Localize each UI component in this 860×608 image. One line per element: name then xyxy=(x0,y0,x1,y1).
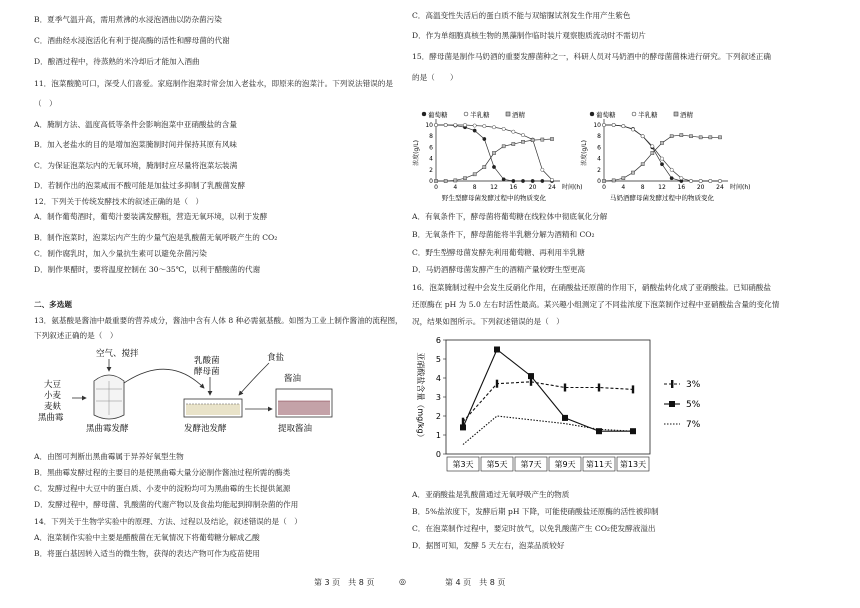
koumiss-point-0-6 xyxy=(660,163,663,166)
koumiss-point-0-7 xyxy=(670,177,673,180)
wild-xtick-8: 8 xyxy=(472,184,477,191)
footer-right-page: 第 4 页 共 8 页 xyxy=(445,578,506,587)
wild-point-0-5 xyxy=(483,137,486,140)
nitrite-ytick-1: 1 xyxy=(435,431,441,440)
koumiss-point-2-8 xyxy=(680,133,683,136)
q14-option-d: D．作为单细胞真核生物的黑藻制作临时装片观察胞质流动时不需切片 xyxy=(412,31,646,40)
wild-point-2-12 xyxy=(550,137,553,140)
wild-point-1-1 xyxy=(444,123,447,126)
koumiss-point-1-12 xyxy=(718,179,721,182)
wild-point-0-8 xyxy=(512,179,515,182)
koumiss-point-2-0 xyxy=(602,179,605,182)
koumiss-point-1-6 xyxy=(660,157,663,160)
chart-koumiss-yeast xyxy=(580,109,751,204)
koumiss-point-1-5 xyxy=(651,145,654,148)
nitrite-ytick-2: 2 xyxy=(435,412,441,421)
q15-stem: 15．酵母菌是制作马奶酒的重要发酵菌种之一，科研人员对马奶酒中的酵母菌菌株进行研究。下列叙述正确 xyxy=(412,52,771,61)
koumiss-point-1-2 xyxy=(622,124,625,127)
koumiss-xtick-8: 8 xyxy=(640,184,645,191)
wild-xtick-12: 12 xyxy=(490,184,498,191)
q11-option-b: B．加入老盐水的目的是增加泡菜腌制时间并保持其原有风味 xyxy=(34,140,238,149)
wild-legend-label-1: 半乳糖 xyxy=(470,111,490,119)
footer-left-page: 第 3 页 共 8 页 xyxy=(314,578,375,587)
wild-ytick-10: 10 xyxy=(425,122,433,129)
q10-option-b: B．夏季气温升高，需用煮沸的水浸泡酒曲以防杂菌污染 xyxy=(34,15,222,24)
wild-ytick-8: 8 xyxy=(429,133,433,141)
nitrite-point-1-1 xyxy=(494,347,500,353)
wild-point-2-3 xyxy=(463,177,466,180)
koumiss-xtick-16: 16 xyxy=(677,184,686,191)
wild-legend-label-2: 酒精 xyxy=(512,111,525,119)
koumiss-point-2-3 xyxy=(631,171,634,174)
q13-option-a: A．由图可判断出黑曲霉属于异养好氧型生物 xyxy=(34,452,184,461)
q13-stem: 13．氨基酸是酱油中最重要的营养成分，酱油中含有人体 8 种必需氨基酸。如图为工业上制作酱油的流程图， xyxy=(34,316,403,325)
koumiss-point-2-11 xyxy=(709,136,712,139)
q12-option-d: D．制作果醋时，要将温度控制在 30～35℃，以利于醋酸菌的代谢 xyxy=(34,265,261,274)
wild-point-1-6 xyxy=(492,126,495,129)
koumiss-ytick-6: 6 xyxy=(597,144,601,152)
koumiss-series-line-1 xyxy=(604,125,720,181)
wild-point-1-2 xyxy=(454,123,457,126)
q14-option-c: C．高温变性失活后的蛋白质不能与双缩脲试剂发生作用产生紫色 xyxy=(412,11,631,20)
wild-xtick-24: 24 xyxy=(548,184,556,191)
wild-legend-marker-2 xyxy=(506,112,510,116)
wild-ylabel: 浓度(g/L) xyxy=(413,140,420,166)
raw-aspergillus: 黑曲霉 xyxy=(38,413,64,423)
wild-point-2-11 xyxy=(541,138,544,141)
q13-stem-cont: 下列叙述正确的是（ ） xyxy=(34,331,118,340)
q15-stem-cont: 的是（ ） xyxy=(412,73,458,82)
nitrite-category-0: 第3天 xyxy=(452,460,474,469)
q12-stem: 12．下列关于传统发酵技术的叙述正确的是（ ） xyxy=(34,197,204,206)
q14-option-b: B．将蛋白基因转入适当的微生物，获得的表达产物可作为疫苗使用 xyxy=(34,549,260,558)
nitrite-legend-label-0: 3% xyxy=(686,380,701,390)
koumiss-point-2-5 xyxy=(651,151,654,154)
nitrite-point-1-0 xyxy=(460,424,466,430)
koumiss-point-2-6 xyxy=(660,141,663,144)
nitrite-point-1-5 xyxy=(630,428,636,434)
raw-soybean: 大豆 xyxy=(44,380,62,390)
wild-legend-label-0: 葡萄糖 xyxy=(428,111,448,119)
wild-point-1-12 xyxy=(550,178,553,181)
q13-option-b: B．黑曲霉发酵过程的主要目的是使黑曲霉大量分泌制作酱油过程所需的酶类 xyxy=(34,468,291,477)
raw-bran: 麦麸 xyxy=(44,402,62,412)
salt-label: 食盐 xyxy=(267,353,285,363)
nitrite-series-line-2 xyxy=(463,416,633,445)
q12-option-c: C．制作腐乳时，加入少量抗生素可以避免杂菌污染 xyxy=(34,249,207,258)
koumiss-point-2-4 xyxy=(641,163,644,166)
wild-point-1-3 xyxy=(463,123,466,126)
footer-center-mark: ◎ xyxy=(399,577,406,586)
koumiss-ytick-10: 10 xyxy=(593,122,601,129)
koumiss-point-2-1 xyxy=(612,179,615,182)
koumiss-point-1-4 xyxy=(641,135,644,138)
wild-point-2-0 xyxy=(434,179,437,182)
koumiss-point-2-9 xyxy=(689,135,692,138)
nitrite-point-0-1 xyxy=(496,380,498,388)
wild-ytick-6: 6 xyxy=(429,144,433,152)
nitrite-legend-label-2: 7% xyxy=(686,420,701,430)
wild-point-2-1 xyxy=(444,179,447,182)
chart-wild-type-yeast xyxy=(412,109,583,204)
koumiss-ylabel: 浓度(g/L) xyxy=(581,140,588,166)
raw-wheat: 小麦 xyxy=(44,391,62,401)
q14-option-a: A．泡菜制作实验中主要是醋酸菌在无氧情况下将葡萄糖分解成乙酸 xyxy=(34,533,260,542)
q15-option-b: B．无氧条件下，酵母菌能将半乳糖分解为酒精和 CO₂ xyxy=(412,230,595,239)
koumiss-ytick-2: 2 xyxy=(597,166,601,174)
wild-point-0-11 xyxy=(541,179,544,182)
tank2-label: 发酵池发酵 xyxy=(184,424,227,434)
nitrite-point-1-2 xyxy=(528,373,534,379)
wild-ytick-2: 2 xyxy=(429,166,433,174)
q16-stem: 16．泡菜腌制过程中会发生反硝化作用，在硝酸盐还原菌的作用下，硝酸盐转化成了亚硝酸盐。已知硝酸盐 xyxy=(412,283,771,292)
koumiss-point-2-7 xyxy=(670,135,673,138)
q13-option-c: C．发酵过程中大豆中的蛋白质、小麦中的淀粉均可为黑曲霉的生长提供氮源 xyxy=(34,484,291,493)
koumiss-xtick-0: 0 xyxy=(602,184,606,191)
wild-point-2-6 xyxy=(492,151,495,154)
koumiss-legend-marker-2 xyxy=(674,112,678,116)
wild-point-0-9 xyxy=(521,179,524,182)
koumiss-legend-marker-1 xyxy=(632,112,636,116)
q16-stem-cont2: 况，结果如图所示。下列叙述错误的是（ ） xyxy=(412,317,564,326)
nitrite-category-3: 第9天 xyxy=(554,460,576,469)
wild-point-2-8 xyxy=(512,142,515,145)
koumiss-point-1-3 xyxy=(631,128,634,131)
q16-option-c: C．在泡菜制作过程中，要定时放气，以免乳酸菌产生 CO₂使发酵液溢出 xyxy=(412,524,656,533)
nitrite-category-4: 第11天 xyxy=(585,460,613,469)
q12-option-b: B．制作泡菜时，泡菜坛内产生的少量气泡是乳酸菌无氧呼吸产生的 CO₂ xyxy=(34,233,278,242)
wild-xlabel: 时间(h) xyxy=(562,184,583,191)
wild-point-0-6 xyxy=(492,165,495,168)
wild-point-0-10 xyxy=(531,179,534,182)
yeast-label: 酵母菌 xyxy=(194,367,220,377)
koumiss-point-2-12 xyxy=(718,136,721,139)
nitrite-ytick-4: 4 xyxy=(435,374,441,383)
wild-point-1-9 xyxy=(521,133,524,136)
wild-point-1-0 xyxy=(434,123,437,126)
nitrite-ytick-3: 3 xyxy=(435,393,441,402)
q14-stem: 14．下列关于生物学实验中的原理、方法、过程以及结论，叙述错误的是（ ） xyxy=(34,517,302,526)
wild-point-2-10 xyxy=(531,139,534,142)
q11-stem-cont: （ ） xyxy=(34,99,57,108)
q16-option-d: D．据图可知，发酵 5 天左右，泡菜品质较好 xyxy=(412,541,565,550)
koumiss-legend-label-2: 酒精 xyxy=(680,111,693,119)
q16-option-b: B．5%盐浓度下，发酵后期 pH 下降，可能使硝酸盐还原酶的活性被抑制 xyxy=(412,507,659,516)
wild-point-2-9 xyxy=(521,140,524,143)
q11-option-c: C．为保证泡菜坛内的无氧环境，腌制时应尽量将泡菜坛装满 xyxy=(34,161,238,170)
koumiss-ytick-4: 4 xyxy=(597,155,601,163)
nitrite-ytick-0: 0 xyxy=(435,450,441,459)
koumiss-ytick-0: 0 xyxy=(597,178,601,185)
chart-nitrite-content xyxy=(412,334,732,479)
wild-xtick-0: 0 xyxy=(434,184,438,191)
wild-xtick-20: 20 xyxy=(528,184,537,191)
nitrite-point-0-3 xyxy=(564,384,566,392)
nitrite-series-line-0 xyxy=(463,382,633,422)
koumiss-point-1-9 xyxy=(689,179,692,182)
q12-option-a: A．制作葡萄酒时，葡萄汁要装满发酵瓶，营造无氧环境，以利于发酵 xyxy=(34,212,268,221)
wild-point-2-4 xyxy=(473,173,476,176)
koumiss-point-1-11 xyxy=(709,179,712,182)
q16-stem-cont: 还原酶在 pH 为 5.0 左右时活性最高。某兴趣小组测定了不同盐浓度下泡菜制作过程中亚硝酸盐含量的变化情 xyxy=(412,300,780,309)
q10-option-c: C．酒曲经水浸泡活化有利于提高酶的活性和酵母菌的代谢 xyxy=(34,36,230,45)
wild-caption: 野生型酵母菌发酵过程中的物质变化 xyxy=(442,194,546,202)
q15-option-c: C．野生型酵母菌发酵先利用葡萄糖、再利用半乳糖 xyxy=(412,248,585,257)
q11-option-d: D．若制作出的泡菜咸而不酸可能是加盐过多抑制了乳酸菌发酵 xyxy=(34,181,246,190)
wild-point-2-2 xyxy=(454,179,457,182)
wild-point-1-11 xyxy=(541,168,544,171)
nitrite-legend-label-1: 5% xyxy=(686,400,701,410)
wild-point-2-5 xyxy=(483,165,486,168)
soy-sauce-flow-diagram xyxy=(34,343,354,433)
wild-xtick-4: 4 xyxy=(453,184,458,191)
wild-point-1-8 xyxy=(512,130,515,133)
koumiss-point-1-7 xyxy=(670,168,673,171)
nitrite-legend-marker-0 xyxy=(671,380,673,388)
koumiss-caption: 马奶酒酵母菌发酵过程中的物质变化 xyxy=(610,194,714,202)
q11-stem: 11．泡菜酸脆可口，深受人们喜爱。家庭制作泡菜时常会加入老盐水，即原来的泡菜汁。下列说法错误的是 xyxy=(34,79,393,88)
nitrite-legend-marker-1 xyxy=(669,401,675,407)
koumiss-point-1-10 xyxy=(699,179,702,182)
wild-ytick-0: 0 xyxy=(429,178,433,185)
nitrite-category-1: 第5天 xyxy=(486,460,508,469)
koumiss-point-2-10 xyxy=(699,136,702,139)
extraction-tank xyxy=(276,389,332,417)
koumiss-ytick-8: 8 xyxy=(597,133,601,141)
q11-option-a: A．腌制方法、温度高低等条件会影响泡菜中亚硝酸盐的含量 xyxy=(34,120,237,129)
salt-arrow xyxy=(239,363,269,395)
koumiss-series-line-0 xyxy=(604,125,720,181)
koumiss-legend-label-0: 葡萄糖 xyxy=(596,111,616,119)
wild-point-2-7 xyxy=(502,145,505,148)
wild-point-1-4 xyxy=(473,124,476,127)
koumiss-point-1-8 xyxy=(680,177,683,180)
koumiss-xtick-4: 4 xyxy=(621,184,626,191)
q16-option-a: A．亚硝酸盐是乳酸菌通过无氧呼吸产生的物质 xyxy=(412,490,570,499)
wild-ytick-4: 4 xyxy=(429,155,433,163)
section-heading: 二、多选题 xyxy=(34,300,72,309)
nitrite-category-2: 第7天 xyxy=(520,460,542,469)
lactobacillus-label: 乳酸菌 xyxy=(194,356,220,366)
wild-legend-marker-0 xyxy=(422,112,426,116)
air-label: 空气、搅拌 xyxy=(96,349,139,359)
tank1-label: 黑曲霉发酵 xyxy=(86,424,129,434)
koumiss-xtick-12: 12 xyxy=(658,184,666,191)
nitrite-series-line-1 xyxy=(463,350,633,432)
nitrite-ylabel: 亚硝酸盐含量（mg/kg） xyxy=(416,352,425,442)
nitrite-ytick-5: 5 xyxy=(435,355,441,364)
transfer-arrow-1 xyxy=(124,369,204,388)
nitrite-point-1-3 xyxy=(562,415,568,421)
nitrite-point-0-4 xyxy=(598,384,600,392)
q13-option-d: D．发酵过程中，酵母菌、乳酸菌的代谢产物以及食盐均能起到抑制杂菌的作用 xyxy=(34,500,299,509)
wild-point-0-7 xyxy=(502,178,505,181)
wild-xtick-16: 16 xyxy=(509,184,518,191)
wild-point-1-7 xyxy=(502,127,505,130)
nitrite-category-5: 第13天 xyxy=(619,460,647,469)
nitrite-ytick-6: 6 xyxy=(435,336,441,345)
tank3-label: 提取酱油 xyxy=(278,424,313,434)
koumiss-legend-label-1: 半乳糖 xyxy=(638,111,658,119)
koumiss-point-1-0 xyxy=(602,123,605,126)
koumiss-legend-marker-0 xyxy=(590,112,594,116)
q15-option-d: D．马奶酒酵母菌发酵产生的酒精产量较野生型更高 xyxy=(412,265,586,274)
wild-point-0-4 xyxy=(473,129,476,132)
fermentation-pool xyxy=(184,399,242,417)
koumiss-point-2-2 xyxy=(622,177,625,180)
soy-sauce-label: 酱油 xyxy=(284,374,302,384)
koumiss-xtick-24: 24 xyxy=(716,184,724,191)
fermenter-tank xyxy=(94,375,124,419)
q10-option-d: D．酿酒过程中，待蒸熟的米冷却后才能加入酒曲 xyxy=(34,57,200,66)
koumiss-xlabel: 时间(h) xyxy=(730,184,751,191)
wild-point-1-5 xyxy=(483,124,486,127)
nitrite-point-0-5 xyxy=(632,385,634,393)
koumiss-xtick-20: 20 xyxy=(696,184,705,191)
wild-legend-marker-1 xyxy=(464,112,468,116)
koumiss-point-1-1 xyxy=(612,123,615,126)
q15-option-a: A．有氧条件下，酵母菌将葡萄糖在线粒体中彻底氧化分解 xyxy=(412,212,608,221)
